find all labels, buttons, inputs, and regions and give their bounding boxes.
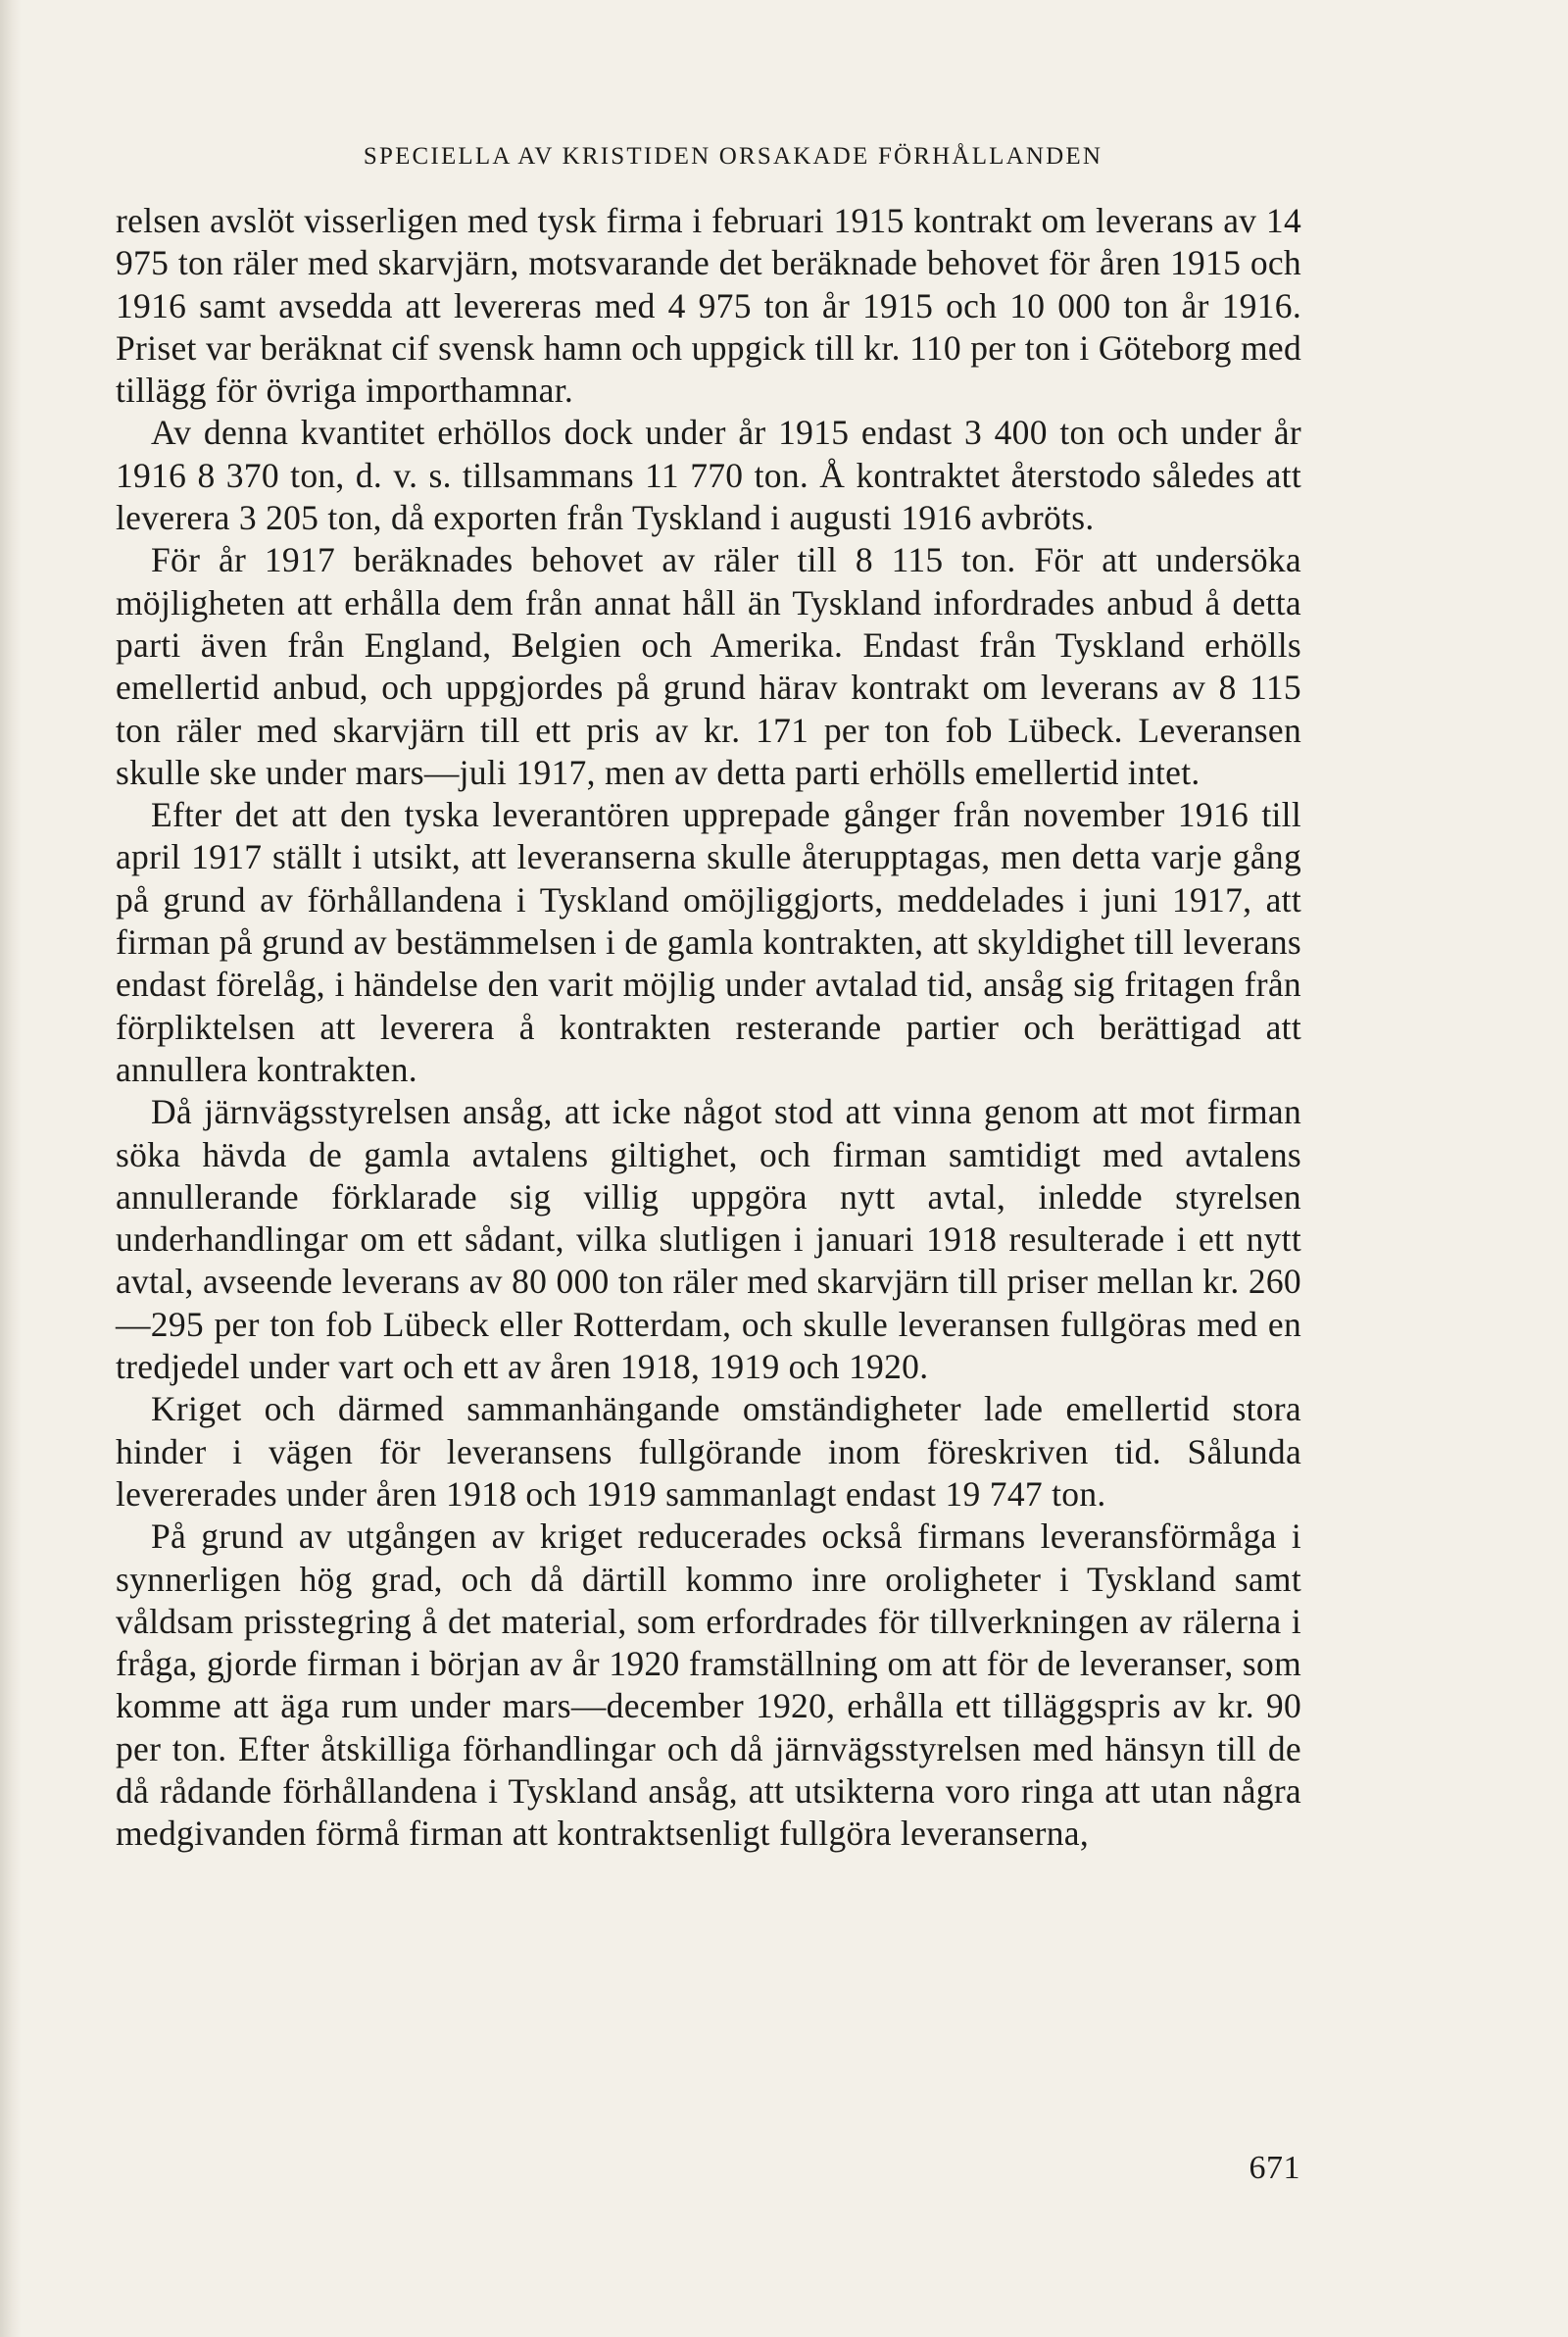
paragraph-5: Då järnvägsstyrelsen ansåg, att icke något stod att vinna genom att mot firman söka hävda de gamla avtalens giltighet, och firman samtidigt med avtalens annullerande förklarade sig villig uppgöra nytt avtal, inledde styrelsen underhandlingar om ett sådant, vilka slutligen i januari 1918 resulterade i ett nytt avtal, avseende leverans av 80 000 ton räler med skarvjärn till priser mellan kr. 260—295 per ton fob Lübeck eller Rotterdam, och skulle leveransen fullgöras med en tredjedel under vart och ett av åren 1918, 1919 och 1920. (116, 1092, 1301, 1387)
paragraph-7: På grund av utgången av kriget reducerades också firmans leveransförmåga i synnerligen hög grad, och då därtill kommo inre oroligheter i Tyskland samt våldsam prisstegring å det material, som erfordrades för tillverkningen av rälerna i fråga, gjorde firman i början av år 1920 framställning om att för de leveranser, som komme att äga rum under mars—december 1920, erhålla ett tilläggspris av kr. 90 per ton. Efter åtskilliga förhandlingar och då järnvägsstyrelsen med hänsyn till de då rådande förhållandena i Tyskland ansåg, att utsikterna voro ringa att utan några medgivanden förmå firman att kontraktsenligt fullgöra leveranserna, (116, 1517, 1301, 1854)
paragraph-6: Kriget och därmed sammanhängande omständigheter lade emellertid stora hinder i vägen för leveransens fullgörande inom föreskriven tid. Sålunda levererades under åren 1918 och 1919 sammanlagt endast 19 747 ton. (116, 1389, 1301, 1514)
paragraph-1: relsen avslöt visserligen med tysk firma i februari 1915 kontrakt om leverans av 14 975 ton räler med skarvjärn, motsvarande det beräknade behovet för åren 1915 och 1916 samt avsedda att levereras med 4 975 ton år 1915 och 10 000 ton år 1916. Priset var beräknat cif svensk hamn och uppgick till kr. 110 per ton i Göteborg med tillägg för övriga importhamnar. (116, 201, 1301, 411)
paragraph-3: För år 1917 beräknades behovet av räler till 8 115 ton. För att undersöka möjligheten att erhålla dem från annat håll än Tyskland infordrades anbud å detta parti även från England, Belgien och Amerika. Endast från Tyskland erhölls emellertid anbud, och uppgjordes på grund härav kontrakt om leverans av 8 115 ton räler med skarvjärn till ett pris av kr. 171 per ton fob Lübeck. Leveransen skulle ske under mars—juli 1917, men av detta parti erhölls emellertid intet. (116, 540, 1301, 792)
book-page (116, 135, 1301, 1856)
scan-shadow-edge (0, 0, 22, 2337)
running-header: SPECIELLA AV KRISTIDEN ORSAKADE FÖRHÅLLANDEN (363, 143, 1103, 170)
paragraph-4: Efter det att den tyska leverantören upprepade gånger från november 1916 till april 1917 ställt i utsikt, att leveranserna skulle återupptagas, men detta varje gång på grund av förhållandena i Tyskland omöjliggjorts, meddelades i juni 1917, att firman på grund av bestämmelsen i de gamla kontrakten, att skyldighet till leverans endast förelåg, i händelse den varit möjlig under avtalad tid, ansåg sig fritagen från förpliktelsen att leverera å kontrakten resterande partier och berättigad att annullera kontrakten. (116, 795, 1301, 1089)
body-text (116, 200, 1301, 1856)
paragraph-2: Av denna kvantitet erhöllos dock under år 1915 endast 3 400 ton och under år 1916 8 370 ton, d. v. s. tillsammans 11 770 ton. Å kontraktet återstodo således att leverera 3 205 ton, då exporten från Tyskland i augusti 1916 avbröts. (116, 413, 1301, 538)
page-number: 671 (1249, 2150, 1300, 2186)
